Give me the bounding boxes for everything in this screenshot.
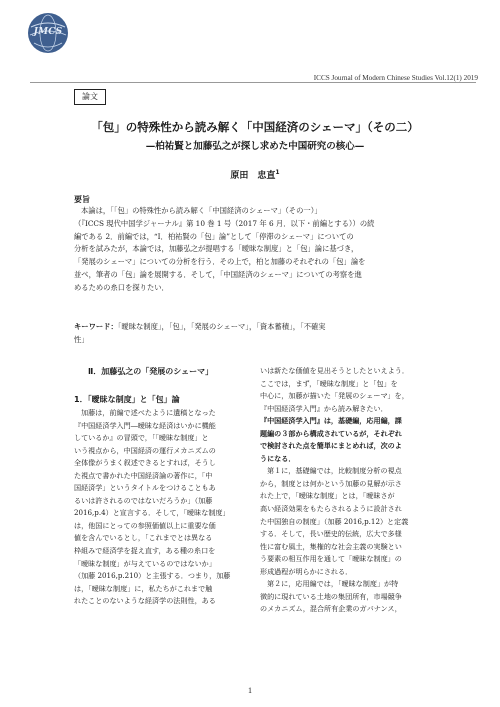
body-line: 「曖昧な制度」が与えているのではないか」 [74, 558, 216, 568]
keywords [74, 321, 434, 347]
bold-body-line: 『中国経済学入門』は，基礎編，応用編，課 [260, 416, 402, 426]
section-heading: Ⅱ．加藤弘之の「発展のシェーマ」 [88, 367, 214, 376]
body-line: 中心に，加藤が描いた「発展のシェーマ」を， [260, 391, 409, 401]
body-line: れたことのないような経済学の法則性，ある [74, 596, 216, 606]
abstract-line: （『ICCS 現代中国学ジャーナル』第 10 巻 1 号（2017 年 6 月．以下・前編とする））の続 [74, 218, 375, 228]
body-line: 2016,p.4）と宣言する．そして，「曖昧な制度」 [74, 508, 230, 518]
body-line: た視点で書かれた中国経済論の著作に，「中 [74, 470, 213, 480]
abstract-line: 本論は，「「包」の特殊性から読み解く「中国経済のシェーマ」（その一）」 [81, 206, 322, 215]
right-column [260, 365, 438, 616]
author-name: 原田 忠直 [230, 171, 276, 181]
bold-body-line: うになる． [260, 453, 296, 463]
abstract-line: 並べ，筆者の「包」論を展開する．そして，「中国経済のシェーマ」についての考察を進 [74, 269, 362, 279]
article-subtitle: —柏祐賢と加藤弘之が探し求めた中国研究の核心— [145, 141, 365, 152]
section-tag: 論文 [74, 89, 106, 105]
body-line: 枠組みで経済学を捉え直す，ある種の糸口を [74, 546, 216, 556]
body-line: は，「曖昧な制度」に，私たちがこれまで触 [74, 583, 213, 593]
body-line: いう視点から，中国経済の運行メカニズムの [74, 445, 216, 455]
body-line: 第１に，基礎編では，比較制度分析の視点 [267, 466, 402, 476]
abstract-line: 分析を試みたが，本論では，加藤弘之が提唱する「曖昧な制度」と「包」論に基づき， [74, 244, 359, 254]
abstract-line: 「発展のシェーマ」についての分析を行う．その上で，柏と加藤のそれぞれの「包」論を [74, 257, 366, 267]
body-line: 加藤は，前編で述べたように遺稿となった [81, 408, 216, 417]
left-column [74, 365, 252, 608]
keywords-line: 性」 [74, 334, 89, 344]
body-line: （加藤 2016,p.210）と主張する．つまり，加藤 [74, 571, 231, 581]
body-line: から，制度とは何かという加藤の見解が示さ [260, 478, 402, 488]
body-line: する．そして，長い歴史的伝統，広大で多様 [260, 529, 402, 539]
article-title: 「包」の特殊性から読み解く「中国経済のシェーマ」（その二） [91, 120, 419, 134]
body-line: 第２に，応用編では，「曖昧な制度」が特 [267, 579, 399, 589]
page-number: 1 [248, 686, 252, 695]
body-line: 性に富む風土，集権的な社会主義の実験とい [260, 541, 402, 551]
body-line: は，他国にとっての参照価値以上に重要な価 [74, 520, 216, 530]
bold-body-line: 題編の３部から構成されているが，それぞれ [260, 428, 402, 438]
body-line: 形成過程が明らかにされる． [260, 566, 353, 576]
header-rule [30, 82, 476, 83]
body-line: 『中国経済学入門―曖昧な経済はいかに機能 [74, 420, 216, 430]
abstract-heading: 要旨 [74, 195, 90, 204]
body-line: ここでは，まず，「曖昧な制度」と「包」を [260, 378, 398, 388]
spacer [74, 379, 252, 393]
abstract-body [74, 205, 434, 295]
bold-body-line: で検討された点を簡単にまとめれば，次のよ [260, 441, 402, 451]
abstract-line: めるための糸口を探りたい． [74, 282, 169, 292]
body-line: 『中国経済学入門』から読み解きたい． [260, 403, 388, 413]
keywords-label: キーワード： [74, 322, 118, 331]
body-line: 高い経済効果をもたらされるように設計され [260, 504, 402, 514]
body-line: 値を含んでいるとし，「これまでとは異なる [74, 533, 213, 543]
abstract-line: 編である 2．前編では，“Ⅰ．柏祐賢の「包」論”として「停滞のシェーマ」についての [74, 231, 354, 241]
keywords-values: 「曖昧な制度」，「包」，「発展のシェーマ」，「資本蓄積」，「不確実 [117, 322, 326, 331]
keywords-line [74, 321, 434, 334]
logo-text: JMCS [33, 27, 63, 37]
journal-logo [28, 13, 68, 53]
body-line: しているか』の冒頭で，「「曖昧な制度」と [74, 433, 209, 443]
body-line: るいは許されるのではないだろうか」（加藤 [74, 495, 213, 505]
body-line: 徴的に現れている土地の集団所有，市場競争 [260, 591, 402, 601]
journal-header: ICCS Journal of Modern Chinese Studies Vol.12(1) 2019 [313, 74, 478, 82]
body-line: れた上で，「曖昧な制度」とは，「曖昧さが [260, 491, 395, 501]
body-line: う要素の相互作用を通して「曖昧な制度」の [260, 554, 402, 564]
body-line: 国経済学」というタイトルをつけることもあ [74, 483, 216, 493]
body-line: た中国独自の制度」（加藤 2016,p.12）と定義 [260, 516, 409, 526]
body-line: のメカニズム，混合所有企業のガバナンス， [260, 604, 402, 614]
author [60, 168, 450, 181]
author-footnote-mark: 1 [275, 169, 280, 176]
body-line: いは新たな価値を見出そうとしたといえよう． [260, 366, 409, 375]
body-line: 全体像がうまく叙述できるとすれば，そうし [74, 458, 216, 468]
subsection-heading: 1．「曖昧な制度」と「包」論 [74, 395, 180, 404]
